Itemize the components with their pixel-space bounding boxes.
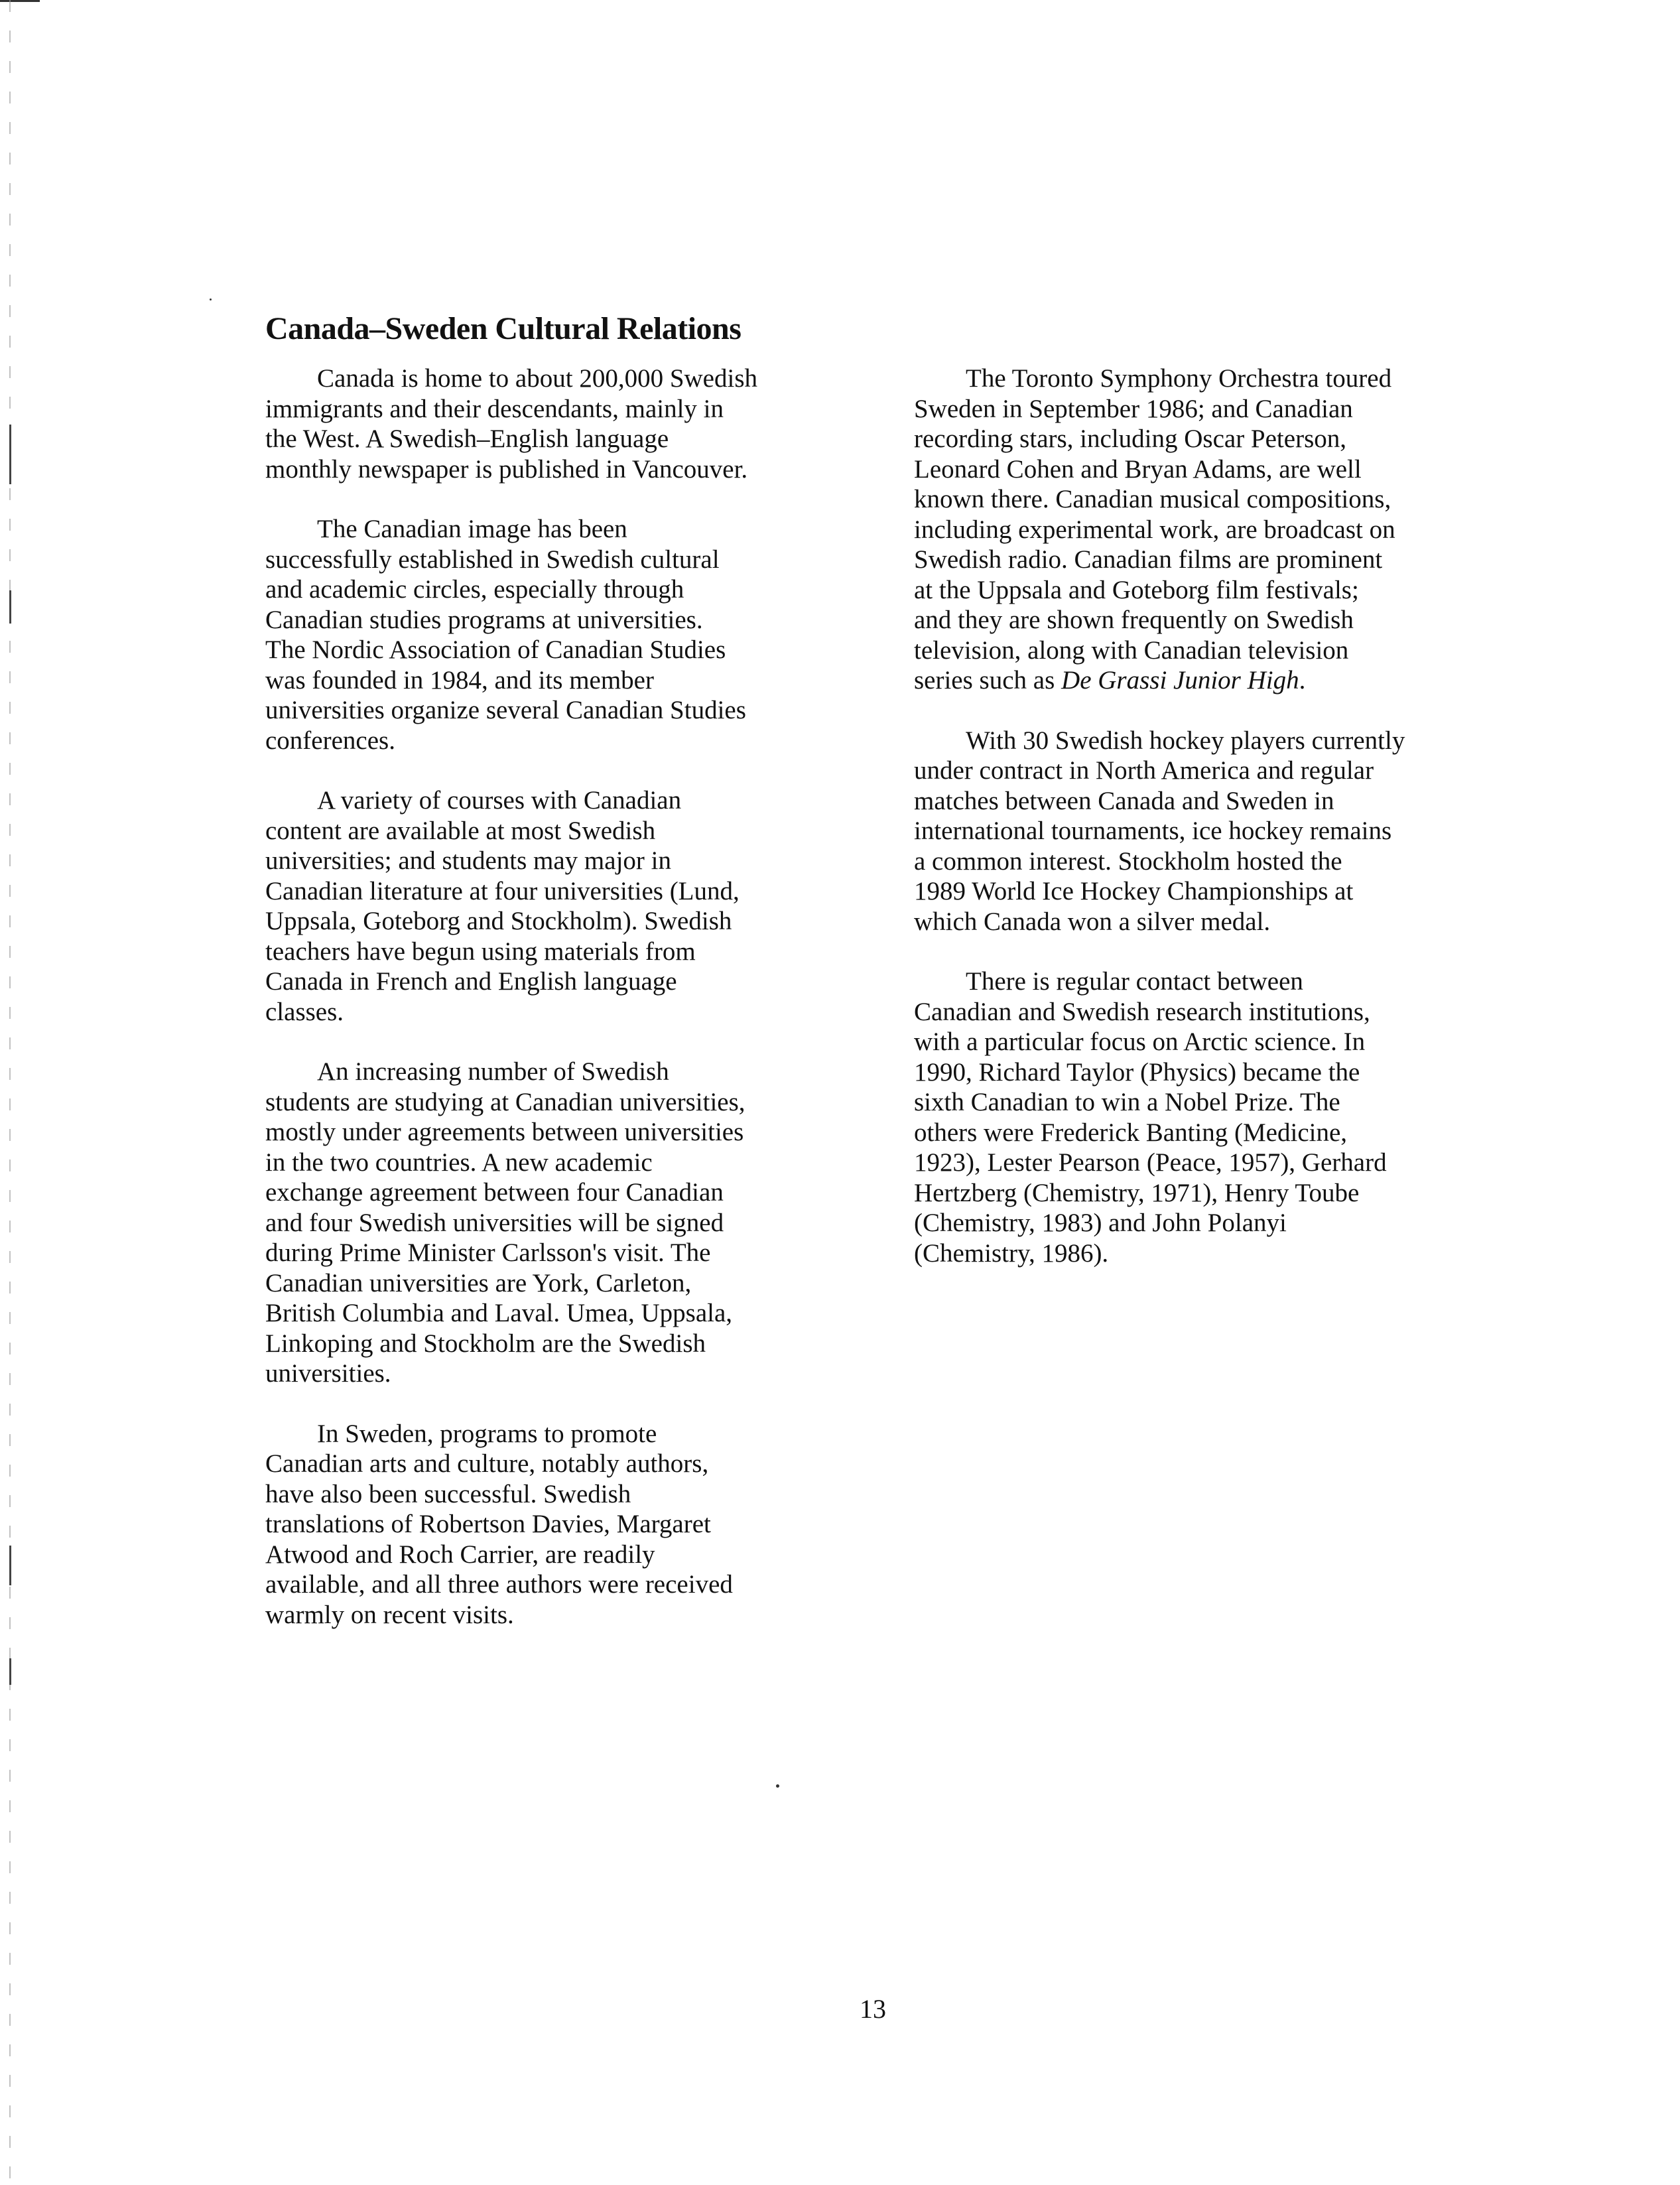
scan-edge-mark xyxy=(9,590,11,624)
paragraph-students: An increasing number of Swedish students are studying at Canadian universities, mostly under agreements between universities in the two countries. A new academic exchange agreement between four Canadian and four Swedish universities will be signed during Prime Minister Carlsson's visit. The Canadian universities are York, Carleton, British Columbia and Laval. Umea, Uppsala, Linkoping and Stockholm are the Swedish universities. xyxy=(265,1057,745,1388)
paragraph-swedish-immigrants: Canada is home to about 200,000 Swedish immigrants and their descendants, mainly in the West. A Swedish–English language monthly newspaper is published in Vancouver. xyxy=(265,364,758,484)
scan-edge-mark xyxy=(9,1546,11,1585)
paragraph-arts-culture: In Sweden, programs to promote Canadian arts and culture, notably authors, have also been successful. Swedish translations of Robertson Davies, Margaret Atwood and Roch Carrier, are readily available, and all three authors were received warmly on recent visits. xyxy=(265,1419,733,1629)
paragraph-courses: A variety of courses with Canadian content are available at most Swedish universities; and students may major in Canadian literature at four universities (Lund, Uppsala, Goteborg and Stockholm). Swedish teachers have begun using materials from Canada in French and English language classes. xyxy=(265,786,740,1026)
scan-speck xyxy=(210,298,212,300)
left-column xyxy=(265,364,824,1660)
tv-series-title: De Grassi Junior High xyxy=(1061,666,1299,695)
scan-edge-mark xyxy=(9,425,11,484)
right-column xyxy=(914,364,1478,1298)
page-title: Canada–Sweden Cultural Relations xyxy=(265,311,742,347)
scan-edge-mark xyxy=(9,1658,11,1685)
paragraph-canadian-image: The Canadian image has been successfully established in Swedish cultural and academic circles, especially through Canadian studies programs at universities. The Nordic Association of Canadian Studies was founded in 1984, and its member universities organize several Canadian Studies conferences. xyxy=(265,515,746,755)
page-number: 13 xyxy=(860,1994,886,2024)
paragraph-music-film: The Toronto Symphony Orchestra toured Sweden in September 1986; and Canadian recording stars, including Oscar Peterson, Leonard Cohen and Bryan Adams, are well known there. Canadian musical compositions, including experimental work, are broadcast on Swedish radio. Canadian films are prominent at the Uppsala and Goteborg film festivals; and they are shown frequently on Swedish television, along with Canadian television series such as De Grassi Junior High. xyxy=(914,364,1395,695)
scan-edge-top xyxy=(0,0,40,2)
scan-speck xyxy=(776,1784,779,1788)
paragraph-hockey: With 30 Swedish hockey players currently under contract in North America and regular matches between Canada and Sweden in international tournaments, ice hockey remains a common interest. Stockholm hosted the 1989 World Ice Hockey Championships at which Canada won a silver medal. xyxy=(914,726,1405,936)
paragraph-research: There is regular contact between Canadian and Swedish research institutions, with a particular focus on Arctic science. In 1990, Richard Taylor (Physics) became the sixth Canadian to win a Nobel Prize. The others were Frederick Banting (Medicine, 1923), Lester Pearson (Peace, 1957), Gerhard Hertzberg (Chemistry, 1971), Henry Toube (Chemistry, 1983) and John Polanyi (Chemistry, 1986). xyxy=(914,967,1387,1268)
scan-edge-left xyxy=(9,0,11,2185)
